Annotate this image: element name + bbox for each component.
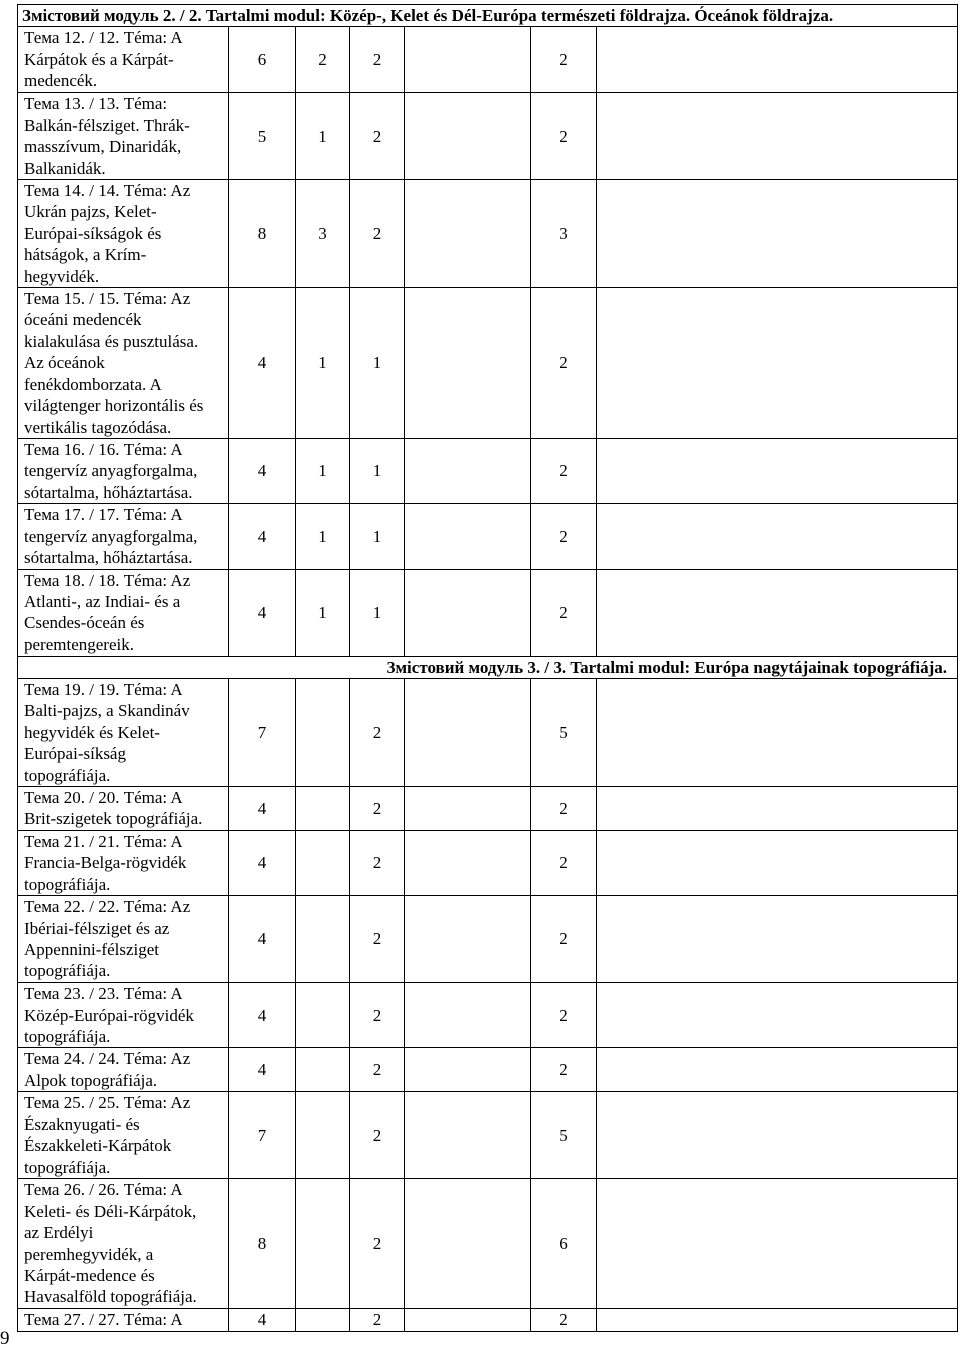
topic-line: Balkán-félsziget. Thrák-	[24, 115, 190, 135]
hours-extra	[597, 569, 958, 656]
topic-row	[18, 288, 958, 439]
topic-line: peremtengereik.	[24, 634, 134, 654]
topic-line: Csendes-óceán és	[24, 613, 145, 633]
hours-total: 4	[229, 1309, 296, 1331]
hours-lecture	[296, 983, 350, 1048]
topic-line: Тема 24. / 24. Téma: Az	[24, 1049, 191, 1069]
hours-total: 4	[229, 983, 296, 1048]
topic-line: topográfiája.	[24, 1157, 111, 1177]
hours-practical: 2	[350, 983, 405, 1048]
topic-line: Brit-szigetek topográfiája.	[24, 809, 203, 829]
hours-practical: 2	[350, 180, 405, 288]
hours-practical: 1	[350, 504, 405, 569]
hours-practical: 2	[350, 786, 405, 830]
topic-line: Keleti- és Déli-Kárpátok,	[24, 1201, 197, 1221]
hours-lab	[405, 983, 531, 1048]
hours-lecture	[296, 786, 350, 830]
hours-lecture	[296, 896, 350, 983]
hours-lecture: 2	[296, 27, 350, 93]
hours-lecture	[296, 678, 350, 786]
topic-line: világtenger horizontális és	[24, 396, 204, 416]
topic-cell	[18, 1048, 229, 1092]
hours-total: 4	[229, 786, 296, 830]
topic-line: Európai-síkság	[24, 744, 126, 764]
topic-line: tengervíz anyagforgalma,	[24, 461, 198, 481]
topic-row	[18, 786, 958, 830]
topic-line: Az óceánok	[24, 353, 105, 373]
topic-cell	[18, 1309, 229, 1331]
topic-cell	[18, 504, 229, 569]
topic-line: medencék.	[24, 71, 98, 91]
topic-row	[18, 1048, 958, 1092]
topic-line: Тема 15. / 15. Téma: Az	[24, 289, 191, 309]
hours-total: 7	[229, 1092, 296, 1179]
hours-practical: 2	[350, 678, 405, 786]
hours-total: 5	[229, 93, 296, 180]
topic-line: Közép-Európai-rögvidék	[24, 1005, 194, 1025]
topic-line: az Erdélyi	[24, 1223, 94, 1243]
topic-line: óceáni medencék	[24, 310, 142, 330]
hours-extra	[597, 504, 958, 569]
hours-individual: 2	[531, 27, 597, 93]
module-row	[18, 5, 958, 27]
topic-line: Тема 12. / 12. Téma: A	[24, 28, 183, 48]
hours-individual: 2	[531, 830, 597, 895]
topic-line: Európai-síkságok és	[24, 223, 162, 243]
topic-line: vertikális tagozódása.	[24, 417, 172, 437]
hours-extra	[597, 1179, 958, 1309]
hours-lab	[405, 1179, 531, 1309]
topic-cell	[18, 983, 229, 1048]
topic-line: Alpok topográfiája.	[24, 1070, 158, 1090]
hours-total: 4	[229, 504, 296, 569]
hours-practical: 2	[350, 1309, 405, 1331]
topic-line: Francia-Belga-rögvidék	[24, 853, 187, 873]
topic-line: Északkeleti-Kárpátok	[24, 1136, 172, 1156]
topic-line: hegyvidék.	[24, 266, 100, 286]
hours-individual: 5	[531, 1092, 597, 1179]
hours-lab	[405, 896, 531, 983]
topic-line: peremhegyvidék, a	[24, 1244, 154, 1264]
hours-extra	[597, 439, 958, 504]
hours-lab	[405, 504, 531, 569]
hours-individual: 5	[531, 678, 597, 786]
hours-extra	[597, 1092, 958, 1179]
hours-individual: 2	[531, 786, 597, 830]
topic-line: Тема 19. / 19. Téma: A	[24, 679, 183, 699]
hours-extra	[597, 678, 958, 786]
topic-cell	[18, 896, 229, 983]
hours-extra	[597, 180, 958, 288]
hours-lab	[405, 27, 531, 93]
hours-lab	[405, 288, 531, 439]
topic-line: Balkanidák.	[24, 158, 106, 178]
hours-total: 4	[229, 896, 296, 983]
topic-row	[18, 93, 958, 180]
topic-cell	[18, 1179, 229, 1309]
hours-lecture	[296, 1048, 350, 1092]
hours-total: 8	[229, 1179, 296, 1309]
topic-line: Ibériai-félsziget és az	[24, 918, 170, 938]
topic-line: topográfiája.	[24, 1026, 111, 1046]
topic-line: topográfiája.	[24, 961, 111, 981]
hours-total: 6	[229, 27, 296, 93]
hours-lab	[405, 786, 531, 830]
topic-line: Тема 23. / 23. Téma: A	[24, 984, 183, 1004]
hours-extra	[597, 27, 958, 93]
hours-lab	[405, 1309, 531, 1331]
hours-individual: 2	[531, 983, 597, 1048]
hours-lecture: 1	[296, 93, 350, 180]
topic-line: Appennini-félsziget	[24, 939, 160, 959]
hours-practical: 2	[350, 1048, 405, 1092]
topic-line: topográfiája.	[24, 874, 111, 894]
topic-row	[18, 27, 958, 93]
topic-line: Kárpát-medence és	[24, 1266, 155, 1285]
hours-lab	[405, 180, 531, 288]
hours-lecture	[296, 1092, 350, 1179]
topic-row	[18, 678, 958, 786]
hours-extra	[597, 1048, 958, 1092]
topic-line: sótartalma, hőháztartása.	[24, 482, 193, 502]
curriculum-table	[17, 4, 958, 1332]
hours-total: 7	[229, 678, 296, 786]
topic-line: Тема 13. / 13. Téma:	[24, 94, 168, 114]
module-row	[18, 656, 958, 678]
hours-lab	[405, 439, 531, 504]
hours-practical: 2	[350, 27, 405, 93]
topic-line: Тема 14. / 14. Téma: Az	[24, 181, 191, 201]
topic-row	[18, 1309, 958, 1331]
hours-lecture	[296, 830, 350, 895]
hours-individual: 2	[531, 504, 597, 569]
hours-practical: 2	[350, 896, 405, 983]
hours-lab	[405, 93, 531, 180]
hours-lab	[405, 678, 531, 786]
topic-line: Тема 21. / 21. Téma: A	[24, 831, 183, 851]
hours-extra	[597, 896, 958, 983]
curriculum-table-body	[18, 5, 958, 1332]
hours-lecture: 3	[296, 180, 350, 288]
topic-line: fenékdomborzata. A	[24, 374, 162, 394]
topic-line: sótartalma, hőháztartása.	[24, 548, 193, 568]
topic-row	[18, 896, 958, 983]
topic-cell	[18, 180, 229, 288]
hours-extra	[597, 288, 958, 439]
hours-individual: 6	[531, 1179, 597, 1309]
hours-lab	[405, 1092, 531, 1179]
hours-total: 4	[229, 569, 296, 656]
hours-practical: 2	[350, 1179, 405, 1309]
topic-line: Тема 27. / 27. Téma: A	[24, 1310, 183, 1330]
topic-cell	[18, 569, 229, 656]
topic-line: Тема 20. / 20. Téma: A	[24, 787, 183, 807]
topic-line: Északnyugati- és	[24, 1114, 140, 1134]
hours-extra	[597, 830, 958, 895]
topic-line: Тема 17. / 17. Téma: A	[24, 505, 183, 525]
topic-line: Havasalföld topográfiája.	[24, 1287, 197, 1307]
topic-row	[18, 830, 958, 895]
topic-cell	[18, 830, 229, 895]
topic-line: Тема 25. / 25. Téma: Az	[24, 1093, 191, 1113]
topic-cell	[18, 27, 229, 93]
hours-lecture: 1	[296, 569, 350, 656]
topic-line: Тема 22. / 22. Téma: Az	[24, 897, 191, 917]
topic-cell	[18, 1092, 229, 1179]
topic-row	[18, 1092, 958, 1179]
topic-row	[18, 504, 958, 569]
hours-practical: 1	[350, 288, 405, 439]
topic-line: Тема 26. / 26. Téma: A	[24, 1180, 183, 1200]
hours-total: 8	[229, 180, 296, 288]
hours-practical: 1	[350, 439, 405, 504]
topic-line: kialakulása és pusztulása.	[24, 331, 199, 351]
module-spacer	[18, 656, 229, 678]
hours-lecture: 1	[296, 288, 350, 439]
hours-total: 4	[229, 439, 296, 504]
hours-practical: 2	[350, 93, 405, 180]
topic-cell	[18, 93, 229, 180]
hours-individual: 2	[531, 896, 597, 983]
module-heading: Змістовий модуль 3. / 3. Tartalmi modul: Európa nagytájainak topográfiája.	[229, 656, 958, 678]
topic-line: Тема 16. / 16. Téma: A	[24, 440, 183, 460]
topic-row	[18, 180, 958, 288]
topic-line: hátságok, a Krím-	[24, 245, 147, 265]
hours-lecture	[296, 1179, 350, 1309]
hours-extra	[597, 1309, 958, 1331]
topic-line: Тема 18. / 18. Téma: Az	[24, 570, 191, 590]
hours-individual: 2	[531, 569, 597, 656]
topic-line: tengervíz anyagforgalma,	[24, 526, 198, 546]
hours-extra	[597, 786, 958, 830]
hours-extra	[597, 983, 958, 1048]
topic-row	[18, 569, 958, 656]
topic-line: Atlanti-, az Indiai- és a	[24, 591, 181, 611]
hours-individual: 2	[531, 439, 597, 504]
topic-cell	[18, 439, 229, 504]
hours-lab	[405, 830, 531, 895]
topic-line: Kárpátok és a Kárpát-	[24, 49, 174, 69]
hours-total: 4	[229, 830, 296, 895]
hours-practical: 2	[350, 1092, 405, 1179]
topic-row	[18, 1179, 958, 1309]
hours-lab	[405, 1048, 531, 1092]
hours-extra	[597, 93, 958, 180]
topic-cell	[18, 678, 229, 786]
module-heading: Змістовий модуль 2. / 2. Tartalmi modul: Közép-, Kelet és Dél-Európa természeti földrajza. Óceánok földrajza.	[18, 5, 958, 27]
hours-lecture: 1	[296, 439, 350, 504]
hours-individual: 2	[531, 288, 597, 439]
topic-line: masszívum, Dinaridák,	[24, 137, 182, 157]
hours-lecture: 1	[296, 504, 350, 569]
topic-row	[18, 439, 958, 504]
topic-cell	[18, 288, 229, 439]
hours-total: 4	[229, 1048, 296, 1092]
topic-row	[18, 983, 958, 1048]
hours-practical: 2	[350, 830, 405, 895]
hours-individual: 3	[531, 180, 597, 288]
hours-individual: 2	[531, 1309, 597, 1331]
hours-practical: 1	[350, 569, 405, 656]
page-number: 9	[0, 1328, 10, 1349]
hours-individual: 2	[531, 1048, 597, 1092]
topic-line: hegyvidék és Kelet-	[24, 722, 160, 742]
hours-individual: 2	[531, 93, 597, 180]
hours-lecture	[296, 1309, 350, 1331]
topic-cell	[18, 786, 229, 830]
topic-line: topográfiája.	[24, 765, 111, 785]
hours-total: 4	[229, 288, 296, 439]
topic-line: Balti-pajzs, a Skandináv	[24, 701, 190, 721]
topic-line: Ukrán pajzs, Kelet-	[24, 202, 157, 222]
hours-lab	[405, 569, 531, 656]
